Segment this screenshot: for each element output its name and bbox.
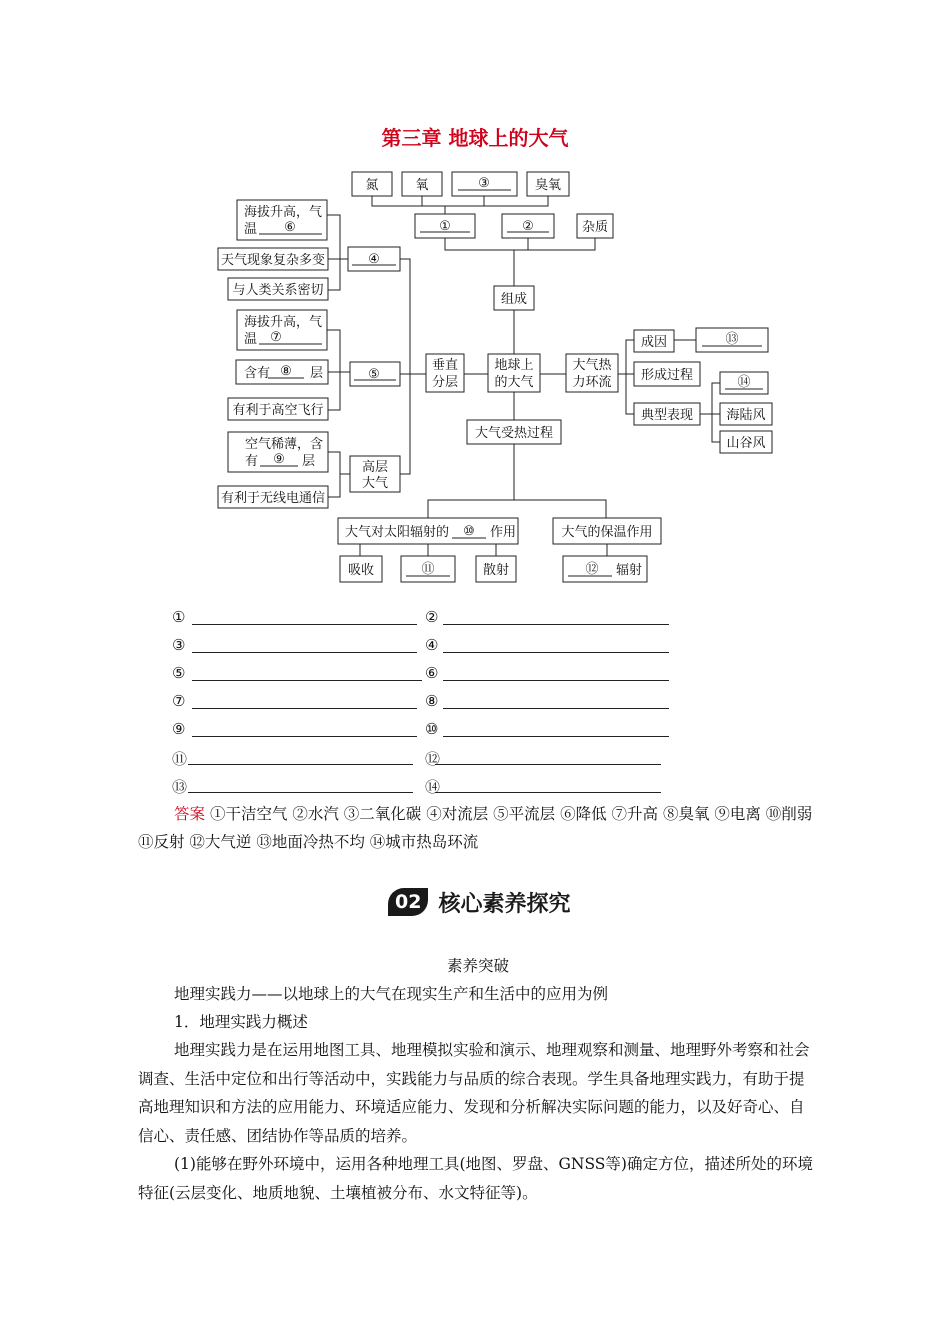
svg-text:典型表现: 典型表现 (640, 408, 694, 423)
svg-text:层: 层 (310, 366, 324, 381)
svg-text:⑧: ⑧ (280, 364, 292, 379)
node-nitrogen: 氮 (365, 178, 379, 193)
svg-text:散射: 散射 (482, 563, 510, 578)
answer-tag: 答案 (174, 805, 206, 823)
svg-text:大气: 大气 (361, 476, 389, 491)
section-header (388, 884, 570, 920)
svg-text:⑩: ⑩ (463, 524, 475, 539)
blank-2[interactable]: ② (425, 608, 438, 626)
blank-3[interactable]: ③ (172, 636, 185, 654)
svg-text:分层: 分层 (431, 375, 459, 390)
heading-1: 1．地理实践力概述 (174, 1013, 308, 1031)
blank-5[interactable]: ⑤ (172, 664, 185, 682)
svg-text:大气的保温作用: 大气的保温作用 (561, 525, 653, 540)
svg-text:⑪: ⑪ (421, 562, 435, 577)
svg-text:⑦: ⑦ (270, 330, 282, 345)
svg-text:高层: 高层 (361, 460, 389, 475)
blank-6[interactable]: ⑥ (425, 664, 438, 682)
section-number: 02 (388, 888, 428, 916)
svg-text:与人类关系密切: 与人类关系密切 (232, 283, 324, 298)
section-title: 核心素养探究 (438, 891, 571, 917)
paragraph-2: (1)能够在野外环境中，运用各种地理工具(地图、罗盘、GNSS等)确定方位，描述所处的环境特征(云层变化、地质地貌、土壤植被分布、水文特征等)。 (138, 1155, 813, 1202)
svg-text:吸收: 吸收 (347, 563, 375, 578)
svg-text:有: 有 (245, 454, 259, 469)
svg-text:温: 温 (244, 332, 258, 347)
chapter-title: 第三章 地球上的大气 (381, 126, 569, 150)
svg-text:的大气: 的大气 (494, 375, 534, 390)
svg-text:⑤: ⑤ (368, 367, 380, 382)
svg-text:空气稀薄，含: 空气稀薄，含 (245, 437, 324, 452)
blank-11[interactable]: ⑪ (172, 748, 187, 769)
concept-map (0, 0, 950, 600)
blank-14[interactable]: ⑭ (425, 776, 440, 797)
svg-text:⑬: ⑬ (725, 332, 739, 347)
subtitle: 素养突破 (446, 957, 509, 975)
svg-text:有利于无线电通信: 有利于无线电通信 (220, 491, 326, 506)
svg-text:大气对太阳辐射的: 大气对太阳辐射的 (345, 525, 450, 540)
node-oxygen: 氧 (415, 178, 429, 193)
node-composition: 组成 (500, 292, 528, 307)
answer-block (138, 800, 828, 856)
svg-text:⑫: ⑫ (585, 562, 599, 577)
svg-text:大气热: 大气热 (572, 358, 612, 373)
blank-13[interactable]: ⑬ (172, 776, 187, 797)
blank-10[interactable]: ⑩ (425, 720, 438, 738)
svg-text:海拔升高，气: 海拔升高，气 (244, 315, 323, 330)
svg-text:山谷风: 山谷风 (726, 436, 766, 451)
node-blank-2: ② (522, 219, 534, 234)
answer-text: ①干洁空气 ②水汽 ③二氧化碳 ④对流层 ⑤平流层 ⑥降低 ⑦升高 ⑧臭氧 ⑨电离 ⑩削弱 ⑪反射 ⑫大气逆 ⑬地面冷热不均 ⑭城市热岛环流 (138, 805, 813, 851)
svg-text:成因: 成因 (640, 335, 668, 350)
topic-line: 地理实践力——以地球上的大气在现实生产和生活中的应用为例 (174, 985, 609, 1003)
svg-text:④: ④ (368, 252, 380, 267)
svg-text:地球上: 地球上 (494, 358, 534, 373)
svg-text:天气现象复杂多变: 天气现象复杂多变 (220, 253, 326, 268)
svg-text:层: 层 (302, 454, 316, 469)
svg-text:温: 温 (244, 222, 258, 237)
top-row (352, 172, 569, 196)
svg-text:有利于高空飞行: 有利于高空飞行 (232, 403, 324, 418)
svg-text:辐射: 辐射 (616, 563, 643, 578)
node-blank-3: ③ (478, 176, 490, 191)
blank-7[interactable]: ⑦ (172, 692, 185, 710)
svg-text:海拔升高，气: 海拔升高，气 (244, 205, 323, 220)
svg-text:垂直: 垂直 (431, 358, 459, 373)
svg-text:⑨: ⑨ (273, 452, 285, 467)
blank-9[interactable]: ⑨ (172, 720, 185, 738)
svg-text:力环流: 力环流 (572, 375, 612, 390)
svg-text:作用: 作用 (490, 525, 517, 540)
svg-text:形成过程: 形成过程 (640, 368, 694, 383)
blank-8[interactable]: ⑧ (425, 692, 438, 710)
node-ozone: 臭氧 (534, 178, 562, 193)
node-impurity: 杂质 (581, 220, 609, 235)
node-blank-1: ① (439, 219, 451, 234)
blank-4[interactable]: ④ (425, 636, 438, 654)
paragraph-1: 地理实践力是在运用地图工具、地理模拟实验和演示、地理观察和测量、地理野外考察和社会调查、生活中定位和出行等活动中，实践能力与品质的综合表现。学生具备地理实践力，有助于提高地理知识和方法的应用能力、环境适应能力、发现和分析解决实际问题的能力，以及好奇心、自信心、责任感、团结协作等品质的培养。 (138, 1041, 810, 1145)
blank-12[interactable]: ⑫ (425, 748, 440, 769)
svg-text:⑥: ⑥ (284, 220, 296, 235)
svg-text:大气受热过程: 大气受热过程 (474, 426, 554, 441)
svg-text:含有: 含有 (244, 366, 271, 381)
svg-text:⑭: ⑭ (737, 375, 751, 390)
blank-1[interactable]: ① (172, 608, 185, 626)
svg-text:海陆风: 海陆风 (726, 408, 766, 423)
